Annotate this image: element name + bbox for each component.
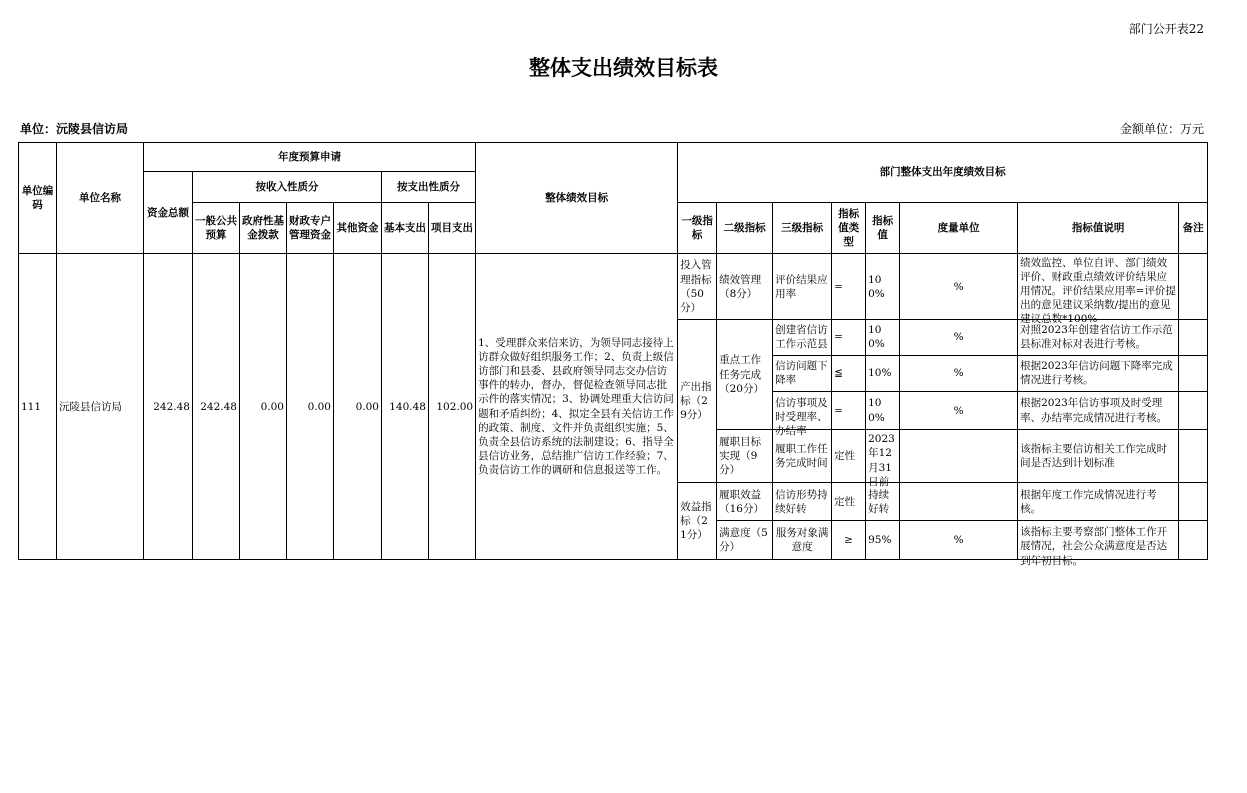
cell-value-desc: 根据年度工作完成情况进行考核。	[1018, 483, 1179, 521]
header-other-funds: 其他资金	[334, 202, 382, 254]
unit-label: 单位：沅陵县信访局	[20, 122, 129, 136]
header-remark: 备注	[1179, 202, 1208, 254]
cell-project-expense: 102.00	[429, 254, 476, 560]
cell-measure-unit: %	[900, 391, 1018, 429]
cell-value-type: =	[832, 391, 866, 429]
cell-overall-goal: 1、受理群众来信来访，为领导同志接待上访群众做好组织服务工作；2、负责上级信访部门和县委、县政府领导同志交办信访事件的转办，督办，督促检查领导同志批示件的落实情况；3、协调处理重大信访问题和矛盾纠纷；4、拟定全县有关信访工作的政策、制度、文件并负责组织实施；5、负责全县信访系统的法制建设；6、指导全县信访业务，总结推广信访工作经验；7、负责信访工作的调研和信息报送等工作。	[476, 254, 678, 560]
cell-level2: 重点工作任务完成（20分）	[717, 320, 773, 430]
cell-value-type: =	[832, 254, 866, 320]
table-row	[19, 254, 1208, 320]
cell-value-desc: 根据2023年信访问题下降率完成情况进行考核。	[1018, 355, 1179, 391]
header-by-income: 按收入性质分	[193, 172, 382, 202]
header-project-expense: 项目支出	[429, 202, 476, 254]
cell-remark	[1179, 254, 1208, 320]
table-number-label: 部门公开表22	[1128, 22, 1204, 36]
level3-text: 信访事项及时受理率、办结率	[775, 396, 828, 437]
cell-value-desc: 对照2023年创建省信访工作示范县标准对标对表进行考核。	[1018, 320, 1179, 355]
header-basic-expense: 基本支出	[382, 202, 429, 254]
performance-goal-table	[18, 142, 1208, 567]
header-total-funds: 资金总额	[144, 172, 193, 254]
cell-measure-unit: %	[900, 521, 1018, 560]
header-annual-budget: 年度预算申请	[144, 143, 476, 172]
header-dept-annual-goal: 部门整体支出年度绩效目标	[678, 143, 1208, 203]
cell-unit-name: 沅陵县信访局	[57, 254, 144, 560]
header-by-expense: 按支出性质分	[382, 172, 476, 202]
cell-level3	[773, 320, 832, 355]
cell-value-type: 定性	[832, 483, 866, 521]
cell-level1: 效益指标（21分）	[678, 483, 717, 560]
cell-total-funds: 242.48	[144, 254, 193, 560]
cell-measure-unit: %	[900, 320, 1018, 355]
cell-value-desc: 该指标主要信访相关工作完成时间是否达到计划标准	[1018, 430, 1179, 483]
cell-value: 持续好转	[866, 483, 900, 521]
cell-level3: 信访问题下降率	[773, 355, 832, 391]
level2-text: 履职效益（16分）	[719, 488, 764, 515]
level3-text: 创建省信访工作示范县	[775, 324, 828, 351]
cell-level1: 投入管理指标（50分）	[678, 254, 717, 320]
header-measure-unit: 度量单位	[900, 202, 1018, 254]
cell-remark	[1179, 355, 1208, 391]
header-value: 指标值	[866, 202, 900, 254]
cell-remark	[1179, 320, 1208, 355]
header-unit-code: 单位编码	[19, 143, 57, 254]
cell-value-type: 定性	[832, 430, 866, 483]
value-desc-text: 绩效监控、单位自评、部门绩效评价、财政重点绩效评价结果应用情况。评价结果应用率=评价提出的意见建议采纳数/提出的意见建议总数*100%	[1020, 256, 1176, 326]
cell-level3: 评价结果应用率	[773, 254, 832, 320]
cell-level1: 产出指标（29分）	[678, 320, 717, 483]
cell-remark	[1179, 483, 1208, 521]
header-unit-name: 单位名称	[57, 143, 144, 254]
cell-level2: 绩效管理（8分）	[717, 254, 773, 320]
header-value-desc: 指标值说明	[1018, 202, 1179, 254]
header-overall-goal: 整体绩效目标	[476, 143, 678, 254]
cell-value-type: =	[832, 320, 866, 355]
cell-remark	[1179, 430, 1208, 483]
cell-value: 10%	[866, 355, 900, 391]
cell-measure-unit	[900, 430, 1018, 483]
header-level2: 二级指标	[717, 202, 773, 254]
cell-level2	[717, 483, 773, 521]
cell-level3: 服务对象满意度	[773, 521, 832, 560]
header-general-budget: 一般公共预算	[193, 202, 240, 254]
page-title: 整体支出绩效目标表	[529, 56, 718, 80]
cell-value-desc	[1018, 521, 1179, 567]
cell-value: 100%	[866, 320, 900, 355]
cell-value: 100%	[866, 391, 900, 429]
cell-other-funds: 0.00	[334, 254, 382, 560]
header-level3: 三级指标	[773, 202, 832, 254]
cell-level2: 满意度（5分）	[717, 521, 773, 560]
cell-level3	[773, 391, 832, 437]
cell-measure-unit	[900, 483, 1018, 521]
cell-basic-expense: 140.48	[382, 254, 429, 560]
cell-fiscal-special: 0.00	[287, 254, 334, 560]
cell-value: 95%	[866, 521, 900, 560]
cell-level3: 履职工作任务完成时间	[773, 430, 832, 483]
amount-unit-label: 金额单位：万元	[1119, 122, 1204, 136]
cell-value: 100%	[866, 254, 900, 320]
cell-value-desc: 根据2023年信访事项及时受理率、办结率完成情况进行考核。	[1018, 391, 1179, 429]
cell-level3: 信访形势持续好转	[773, 483, 832, 521]
header-gov-fund: 政府性基金拨款	[240, 202, 287, 254]
value-desc-text: 该指标主要考察部门整体工作开展情况，社会公众满意度是否达到年初目标。	[1020, 526, 1168, 567]
header-level1: 一级指标	[678, 202, 717, 254]
header-value-type: 指标值类型	[832, 202, 866, 254]
cell-measure-unit: %	[900, 355, 1018, 391]
cell-value-desc	[1018, 254, 1179, 326]
cell-unit-code: 111	[19, 254, 57, 560]
cell-measure-unit: %	[900, 254, 1018, 320]
cell-remark	[1179, 391, 1208, 429]
cell-level2: 履职目标实现（9分）	[717, 430, 773, 483]
header-fiscal-special: 财政专户管理资金	[287, 202, 334, 254]
cell-gov-fund: 0.00	[240, 254, 287, 560]
cell-value	[866, 430, 900, 488]
cell-remark	[1179, 521, 1208, 560]
cell-value-type: ≥	[832, 521, 866, 560]
cell-value-type: ≦	[832, 355, 866, 391]
cell-general-budget: 242.48	[193, 254, 240, 560]
value-text: 2023年12月31日前	[868, 433, 895, 488]
